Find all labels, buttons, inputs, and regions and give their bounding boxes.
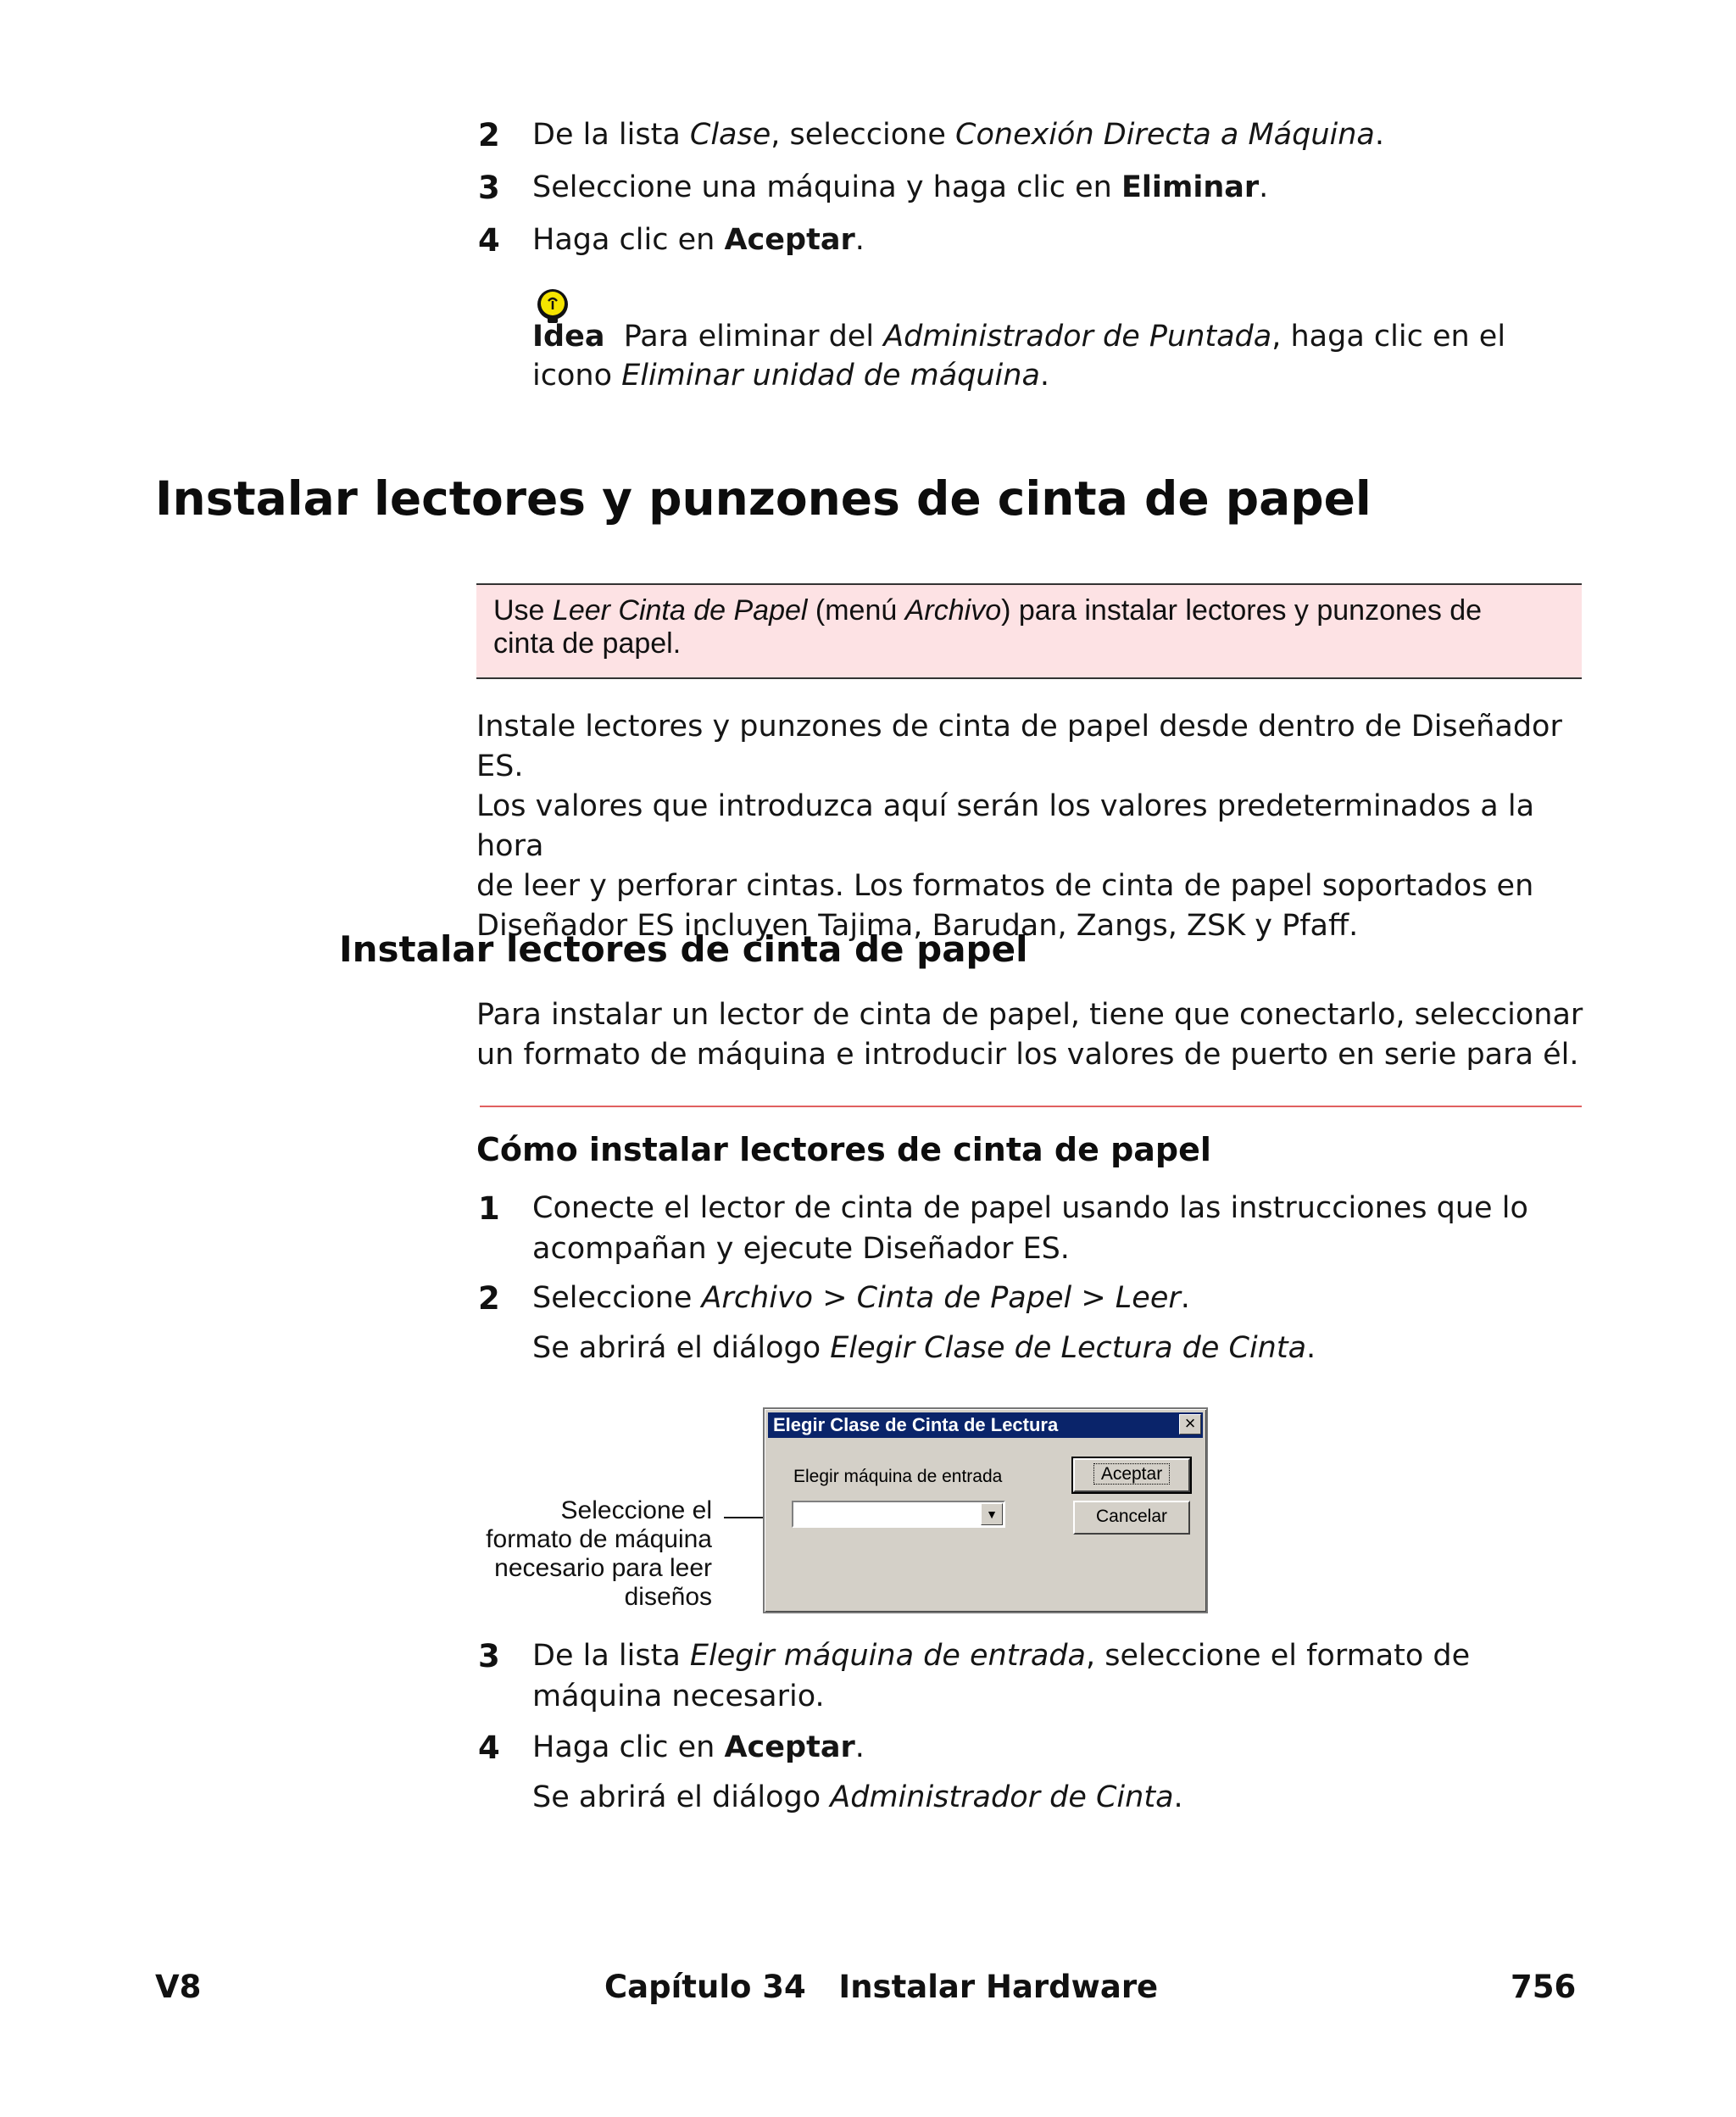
step-number: 4	[478, 222, 500, 259]
footer-chapter: Capítulo 34 Instalar Hardware	[604, 1969, 1159, 2005]
callout-text	[458, 1496, 712, 1612]
step-text: De la lista Clase, seleccione Conexión Directa a Máquina.	[532, 118, 1385, 152]
text-line: Los valores que introduzca aquí serán los valores predeterminados a la hora	[476, 789, 1535, 863]
step-text: Haga clic en Aceptar.	[532, 223, 865, 257]
step-text: Seleccione una máquina y haga clic en Eliminar.	[532, 170, 1269, 204]
step-text: Conecte el lector de cinta de papel usando las instrucciones que lo	[532, 1191, 1528, 1225]
procedure-divider	[480, 1106, 1582, 1107]
callout-line: Seleccione el	[560, 1496, 712, 1524]
step-number: 3	[478, 1638, 500, 1674]
step-result: Se abrirá el diálogo Elegir Clase de Lectura de Cinta.	[532, 1331, 1316, 1365]
step-number: 2	[478, 1280, 500, 1317]
ok-button-label: Aceptar	[1093, 1463, 1170, 1485]
machine-select[interactable]	[792, 1501, 1005, 1528]
step-text: Haga clic en Aceptar.	[532, 1730, 865, 1764]
close-button[interactable]: ×	[1179, 1414, 1201, 1435]
cancel-button[interactable]: Cancelar	[1073, 1501, 1190, 1535]
callout-line: necesario para leer	[494, 1554, 712, 1582]
step-text: Seleccione Archivo > Cinta de Papel > Leer.	[532, 1281, 1190, 1315]
dialog-elegir-clase	[763, 1407, 1208, 1613]
note-line2: cinta de papel.	[493, 627, 682, 660]
paragraph	[476, 995, 1595, 1075]
intro-paragraph	[476, 707, 1595, 946]
text-line: un formato de máquina e introducir los valores de puerto en serie para él.	[476, 1038, 1579, 1072]
text-line: Diseñador ES incluyen Tajima, Barudan, Zangs, ZSK y Pfaff.	[476, 909, 1359, 943]
machine-label: Elegir máquina de entrada	[793, 1467, 1003, 1486]
callout-line: diseños	[624, 1583, 712, 1611]
text-line: Instale lectores y punzones de cinta de papel desde dentro de Diseñador ES.	[476, 710, 1562, 783]
dialog-title: Elegir Clase de Cinta de Lectura	[768, 1412, 1203, 1438]
step-number: 4	[478, 1730, 500, 1766]
subsection-heading: Instalar lectores de cinta de papel	[339, 928, 1028, 970]
procedure-heading: Cómo instalar lectores de cinta de papel	[476, 1131, 1211, 1168]
footer-version: V8	[155, 1969, 202, 2005]
step-text: acompañan y ejecute Diseñador ES.	[532, 1232, 1070, 1266]
note-line1: Use Leer Cinta de Papel (menú Archivo) para instalar lectores y punzones de	[493, 594, 1483, 627]
note-box	[476, 583, 1582, 679]
step-text: máquina necesario.	[532, 1680, 825, 1713]
tip-text: Idea Para eliminar del Administrador de Puntada, haga clic en el	[532, 320, 1506, 354]
step-number: 2	[478, 117, 500, 153]
step-text: De la lista Elegir máquina de entrada, seleccione el formato de	[532, 1639, 1471, 1673]
text-line: de leer y perforar cintas. Los formatos de cinta de papel soportados en	[476, 869, 1534, 903]
ok-button[interactable]	[1073, 1458, 1190, 1492]
step-number: 1	[478, 1190, 500, 1227]
step-number: 3	[478, 170, 500, 206]
step-result: Se abrirá el diálogo Administrador de Cinta.	[532, 1780, 1183, 1814]
callout-line: formato de máquina	[486, 1525, 712, 1553]
section-heading: Instalar lectores y punzones de cinta de papel	[155, 471, 1372, 526]
chevron-down-icon[interactable]: ▼	[981, 1503, 1003, 1525]
text-line: Para instalar un lector de cinta de papel, tiene que conectarlo, seleccionar	[476, 998, 1583, 1032]
page-number: 756	[1511, 1969, 1577, 2005]
tip-text-line2: icono Eliminar unidad de máquina.	[532, 359, 1050, 393]
